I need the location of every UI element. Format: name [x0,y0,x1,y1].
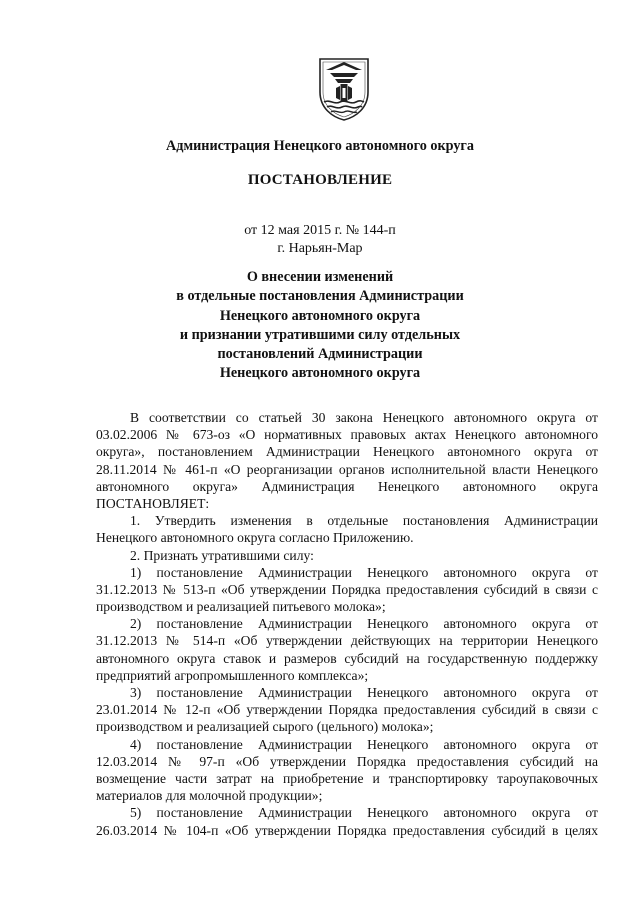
body-line: ПОСТАНОВЛЯЕТ: [96,495,210,511]
body-line: округа», постановлением Администрации Ненецкого автономного округа от [96,444,598,460]
document-place: г. Нарьян-Мар [277,241,363,256]
body-line: 4) постановление Администрации Ненецкого автономного округа от [130,736,598,752]
body-line: 1. Утвердить изменения в отдельные постановления Администрации [130,513,598,529]
body-line: автономного округа ставок и размеров субсидий на государственную поддержку [96,650,598,666]
body-line: 31.12.2013 № 513-п «Об утверждении Порядка предоставления субсидий в связи с [96,581,598,597]
document-body [96,409,598,839]
body-line: производством и реализацией сырого (цельного) молока»; [96,719,434,735]
title-line: О внесении изменений [246,269,394,285]
title-line: Ненецкого автономного округа [219,365,421,382]
title-line: и признании утратившими силу отдельных [179,326,461,343]
document-date-number: от 12 мая 2015 г. № 144-п [244,223,396,238]
body-line: 23.01.2014 № 12-п «Об утверждении Порядка предоставления субсидий в связи с [96,702,598,718]
body-line: 03.02.2006 № 673-оз «О нормативных правовых актах Ненецкого автономного [96,427,598,443]
body-line: возмещение части затрат на приобретение и транспортировку тароупаковочных [96,770,598,786]
title-line: Ненецкого автономного округа [219,307,421,324]
title-line: постановлений Администрации [217,346,423,363]
document-type: ПОСТАНОВЛЕНИЕ [247,172,393,188]
body-line: 12.03.2014 № 97-п «Об утверждении Порядка предоставления субсидий на [96,753,598,769]
body-line: 2. Признать утратившими силу: [130,547,314,563]
body-line: производством и реализацией питьевого молока»; [96,599,386,615]
body-line: автономного округа» Администрация Ненецкого автономного округа [96,478,598,494]
document-title [0,268,640,384]
body-line: 5) постановление Администрации Ненецкого автономного округа от [130,805,598,821]
title-line: в отдельные постановления Администрации [176,288,464,305]
body-line: 26.03.2014 № 104-п «Об утверждении Порядка предоставления субсидий в целях [96,822,598,838]
coat-of-arms-icon [316,56,372,122]
body-line: 31.12.2013 № 514-п «Об утверждении действующих на территории Ненецкого [96,633,598,649]
body-line: Ненецкого автономного округа согласно Приложению. [96,530,414,546]
body-line: В соответствии со статьей 30 закона Ненецкого автономного округа от [130,410,598,425]
body-line: 3) постановление Администрации Ненецкого автономного округа от [130,685,598,700]
body-line: предприятий агропромышленного комплекса»; [96,667,369,683]
body-line: материалов для молочной продукции»; [96,788,323,804]
organization-name: Администрация Ненецкого автономного округа [166,138,474,154]
body-line: 1) постановление Администрации Ненецкого автономного округа от [130,564,598,580]
body-line: 28.11.2014 № 461-п «О реорганизации органов исполнительной власти Ненецкого [96,461,598,477]
body-line: 2) постановление Администрации Ненецкого автономного округа от [130,616,598,632]
